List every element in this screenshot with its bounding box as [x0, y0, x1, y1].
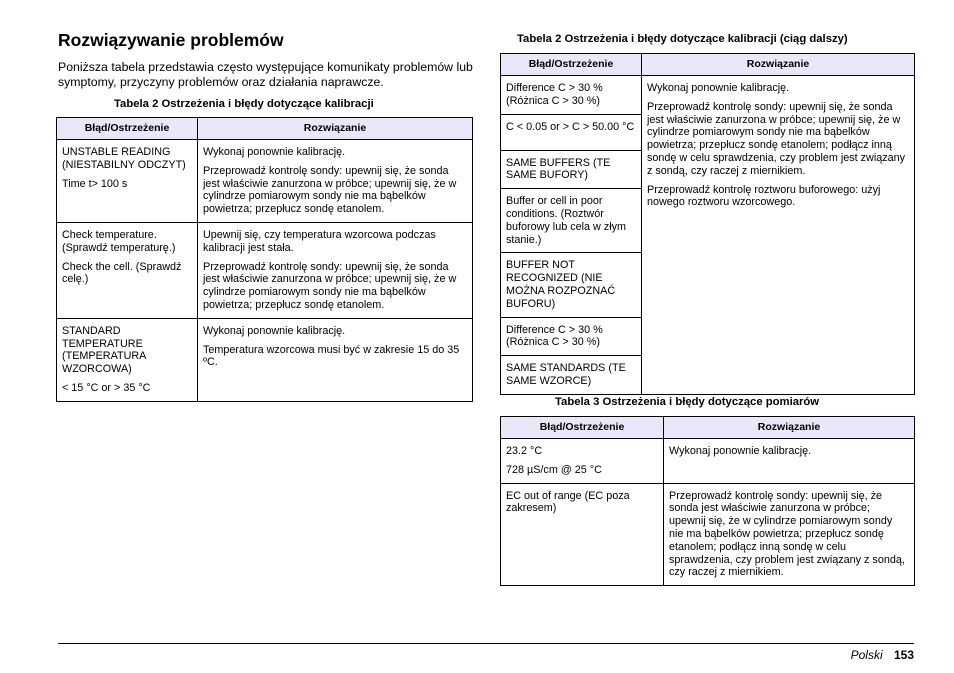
error-cell: SAME STANDARDS (TE SAME WZORCE): [501, 356, 642, 395]
solution-cell: [664, 439, 915, 484]
table2: [56, 117, 473, 402]
table2-caption: Tabela 2 Ostrzeżenia i błędy dotyczące kalibracji: [114, 98, 374, 110]
solution-text: Przeprowadź kontrolę sondy: upewnij się, że sonda jest właściwie zanurzona w próbce; upewnij się, że w cylindrze pomiarowym sondy nie ma bąbelków powietrza; przepłucz sondę etanolem.: [203, 164, 457, 216]
error-text: EC out of range (EC poza zakresem): [506, 489, 630, 515]
solution-text: Temperatura wzorcowa musi być w zakresie 15 do 35 ºC.: [203, 343, 460, 369]
solution-cell: [198, 140, 473, 223]
error-cell: Difference C > 30 % (Różnica C > 30 %): [501, 76, 642, 115]
error-cell: Buffer or cell in poor conditions. (Roztwór buforowy lub cela w złym stanie.): [501, 189, 642, 253]
error-cell: [57, 318, 198, 401]
error-text: UNSTABLE READING (NIESTABILNY ODCZYT): [62, 146, 186, 171]
solution-text: Upewnij się, czy temperatura wzorcowa podczas kalibracji jest stała.: [203, 228, 436, 254]
error-text: STANDARD TEMPERATURE (TEMPERATURA WZORCOWA): [62, 324, 146, 376]
table3-header-error: Błąd/Ostrzeżenie: [501, 417, 664, 439]
footer-language: Polski: [850, 648, 883, 662]
page-footer: [851, 648, 914, 662]
table3: [500, 416, 915, 586]
page-number: 153: [893, 648, 914, 662]
error-cell: [57, 140, 198, 223]
solution-text: Wykonaj ponownie kalibrację.: [669, 445, 812, 457]
error-cell: C < 0.05 or > C > 50.00 °C: [501, 114, 642, 150]
solution-cell: [198, 222, 473, 318]
solution-text: Wykonaj ponownie kalibrację.: [203, 146, 346, 158]
solution-cell: [664, 483, 915, 586]
table2cont-header-solution: Rozwiązanie: [642, 54, 915, 76]
error-cell: BUFFER NOT RECOGNIZED (NIE MOŻNA ROZPOZNAĆ BUFORU): [501, 253, 642, 317]
table-row: [501, 76, 915, 115]
error-text: 728 µS/cm @ 25 °C: [506, 463, 602, 476]
table2-continued: [500, 53, 915, 395]
error-cell: [57, 222, 198, 318]
error-text: Check the cell. (Sprawdź celę.): [62, 260, 182, 286]
table-row: [501, 483, 915, 586]
solution-cell: [198, 318, 473, 401]
table-row: [501, 439, 915, 484]
table3-header-solution: Rozwiązanie: [664, 417, 915, 439]
page-title: Rozwiązywanie problemów: [58, 30, 284, 50]
error-text: Check temperature. (Sprawdź temperaturę.): [62, 228, 176, 254]
solution-cell: [642, 76, 915, 395]
solution-text: Przeprowadź kontrolę roztworu buforowego: użyj nowego roztworu wzorcowego.: [647, 183, 881, 209]
error-text: 23.2 °C: [506, 445, 543, 457]
solution-text: Przeprowadź kontrolę sondy: upewnij się, że sonda jest właściwie zanurzona w próbce; upewnij się, że w cylindrze pomiarowym sondy nie ma bąbelków powietrza; przepłucz sondę etanolem.: [203, 260, 457, 311]
table2-header-error: Błąd/Ostrzeżenie: [57, 118, 198, 140]
error-cell: Difference C > 30 % (Różnica C > 30 %): [501, 317, 642, 356]
intro-paragraph: Poniższa tabela przedstawia często występujące komunikaty problemów lub symptomy, przyczyny problemów oraz działania naprawcze.: [58, 60, 473, 89]
error-text: < 15 °C or > 35 °C: [62, 381, 151, 394]
table-row: [57, 222, 473, 318]
table-row: [57, 318, 473, 401]
error-cell: [501, 483, 664, 586]
solution-text: Wykonaj ponownie kalibrację.: [647, 82, 790, 94]
table2-header-solution: Rozwiązanie: [198, 118, 473, 140]
footer-divider: [58, 643, 914, 644]
table2cont-header-error: Błąd/Ostrzeżenie: [501, 54, 642, 76]
table2cont-caption: Tabela 2 Ostrzeżenia i błędy dotyczące kalibracji (ciąg dalszy): [517, 33, 848, 45]
error-cell: [501, 439, 664, 484]
table-row: [57, 140, 473, 223]
table3-caption: Tabela 3 Ostrzeżenia i błędy dotyczące pomiarów: [555, 396, 820, 408]
solution-text: Wykonaj ponownie kalibrację.: [203, 324, 346, 337]
solution-text: Przeprowadź kontrolę sondy: upewnij się, że sonda jest właściwie zanurzona w próbce; upewnij się, że w cylindrze pomiarowym sondy nie ma bąbelków powietrza; przepłucz sondę etanolem; podłącz inną sondę w celu sprawdzenia, czy problem jest związany z sondą, czy raczej z miernikiem.: [669, 489, 905, 579]
error-cell: SAME BUFFERS (TE SAME BUFORY): [501, 150, 642, 189]
solution-text: Przeprowadź kontrolę sondy: upewnij się, że sonda jest właściwie zanurzona w próbce; upewnij się, że w cylindrze pomiarowym sondy nie ma bąbelków powietrza; przepłucz sondę etanolem; podłącz inną sondę w celu sprawdzenia, czy problem jest związany z sondą, czy raczej z miernikiem.: [647, 100, 906, 177]
error-text: Time t> 100 s: [62, 177, 128, 190]
